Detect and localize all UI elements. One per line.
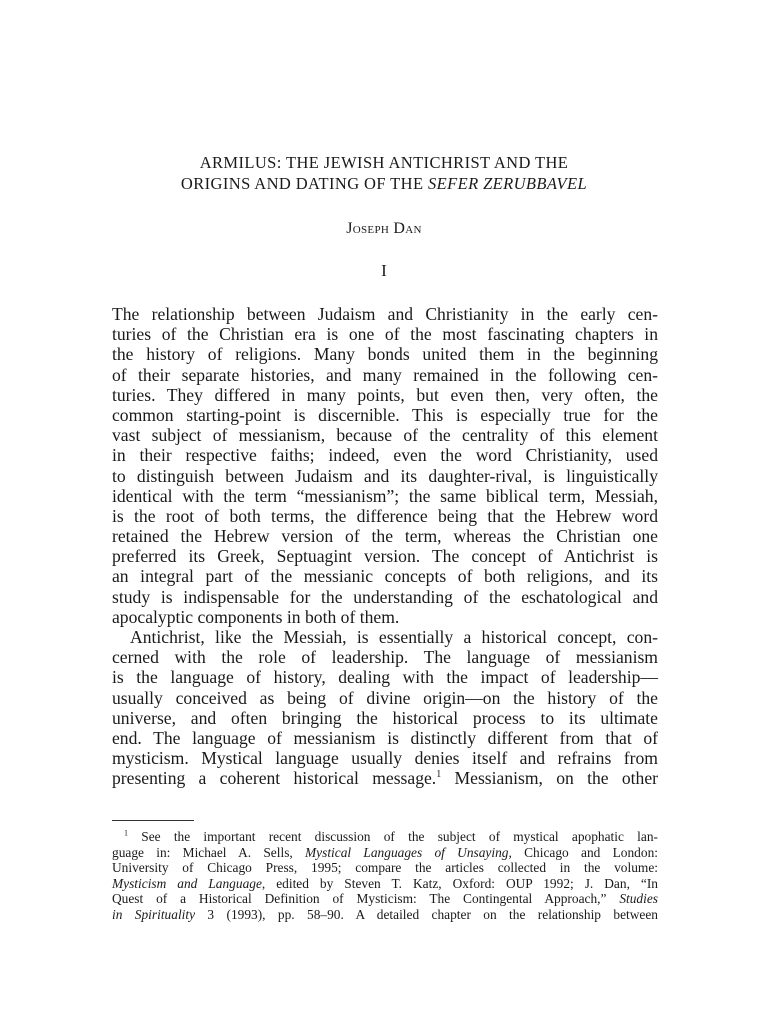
- body-line: usually conceived as being of divine origin—on the history of the: [112, 687, 658, 708]
- body-text: [112, 304, 658, 789]
- footnote-reference: 1: [436, 769, 442, 781]
- footnote-text: Quest of a Historical Definition of Mysticism: The Contingental Approach,”: [112, 891, 620, 907]
- body-line: turies. They differed in many points, but even then, very often, the: [112, 384, 658, 405]
- footnote-citation-title: Mysticism and Language: [112, 875, 262, 891]
- section-number: I: [381, 261, 387, 280]
- footnote-line: University of Chicago Press, 1995; compare the articles collected in the volume:: [112, 860, 658, 876]
- body-line: cerned with the role of leadership. The language of messianism: [112, 647, 658, 668]
- body-line: of their separate histories, and many remained in the following cen-: [112, 364, 658, 385]
- body-line: end. The language of messianism is distinctly different from that of: [112, 727, 658, 748]
- footnote-line: [112, 907, 658, 923]
- body-line: to distinguish between Judaism and its daughter-rival, is linguistically: [112, 465, 658, 486]
- footnote-marker: 1: [124, 828, 128, 838]
- body-line: Antichrist, like the Messiah, is essentially a historical concept, con-: [130, 627, 658, 647]
- body-line: common starting-point is discernible. This is especially true for the: [112, 404, 658, 425]
- body-line: preferred its Greek, Septuagint version. The concept of Antichrist is: [112, 546, 658, 567]
- footnote-line: [112, 876, 658, 892]
- body-line: universe, and often bringing the historical process to its ultimate: [112, 707, 658, 728]
- author-name: Joseph Dan: [346, 220, 422, 237]
- footnote-citation-title: Studies: [619, 891, 658, 907]
- body-line: study is indispensable for the understanding of the eschatological and: [112, 586, 658, 607]
- footnote-text: , Chicago and London:: [508, 844, 658, 860]
- body-line: an integral part of the messianic concepts of both religions, and its: [112, 566, 658, 587]
- footnote-citation-title: Mystical Languages of Unsaying: [305, 844, 509, 860]
- footnote-text: guage in: Michael A. Sells,: [112, 844, 306, 860]
- article-title: [0, 152, 768, 194]
- footnote-line: [112, 829, 658, 845]
- title-line-1: ARMILUS: THE JEWISH ANTICHRIST AND THE: [199, 153, 569, 172]
- body-line: is the language of history, dealing with the impact of leadership—: [112, 667, 658, 688]
- body-line: the history of religions. Many bonds united them in the beginning: [112, 344, 658, 365]
- footnote-citation-title: in Spirituality: [112, 906, 196, 922]
- body-line: is the root of both terms, the difference being that the Hebrew word: [112, 505, 658, 526]
- body-line: [112, 768, 658, 788]
- body-line: vast subject of messianism, because of the centrality of this element: [112, 425, 658, 446]
- body-line: in their respective faiths; indeed, even the word Christianity, used: [112, 445, 658, 466]
- footnote-text: See the important recent discussion of the subject of mystical apophatic lan-: [128, 829, 658, 844]
- body-line: retained the Hebrew version of the term, whereas the Christian one: [112, 526, 658, 547]
- title-book-name: SEFER ZERUBBAVEL: [427, 174, 588, 193]
- footnote-line: [112, 891, 658, 907]
- footnote: [112, 829, 658, 923]
- title-line-2: [0, 173, 768, 194]
- body-line-text: Messianism, on the other: [441, 768, 658, 789]
- title-line-2-text: ORIGINS AND DATING OF THE: [180, 174, 428, 193]
- body-line: The relationship between Judaism and Christianity in the early cen-: [112, 304, 658, 324]
- body-line: identical with the term “messianism”; the same biblical term, Messiah,: [112, 485, 658, 506]
- footnote-text: 3 (1993), pp. 58–90. A detailed chapter on the relationship between: [195, 906, 658, 922]
- footnote-divider: [112, 820, 194, 821]
- footnote-text: , edited by Steven T. Katz, Oxford: OUP 1992; J. Dan, “In: [261, 875, 658, 891]
- body-line: mysticism. Mystical language usually denies itself and refrains from: [112, 748, 658, 769]
- footnote-line: [112, 845, 658, 861]
- body-line: apocalyptic components in both of them.: [112, 606, 400, 627]
- body-line-text: presenting a coherent historical message.: [112, 768, 437, 789]
- body-line: turies of the Christian era is one of the most fascinating chapters in: [112, 324, 658, 345]
